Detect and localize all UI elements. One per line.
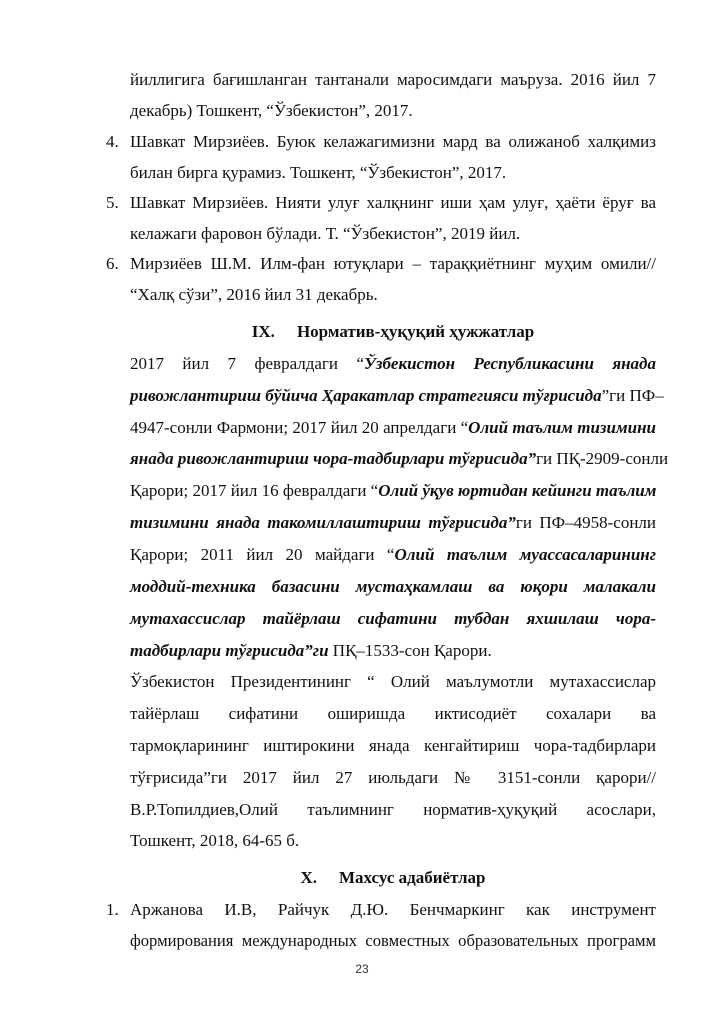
p1-line-7 xyxy=(130,543,656,567)
p1-line-1-italic: Ўзбекистон Республикасини янада xyxy=(363,354,656,373)
p2-line-4: тўғрисида”ги 2017 йил 27 июльдаги № 3151-сонли қарори// xyxy=(130,768,656,787)
p1-line-7-italic: Олий таълим муассасаларининг xyxy=(394,545,656,564)
p2-line-5: В.Р.Топилдиев,Олий таълимнинг норматив-ҳуқуқий асослари, xyxy=(130,800,656,819)
p1-line-3 xyxy=(130,416,656,440)
list-number-5: 5. xyxy=(106,193,119,212)
list-item-4-line-2: билан бирга қурамиз. Тошкент, “Ўзбекистон”, 2017. xyxy=(130,163,507,182)
list-item-3-line-1: йиллигига бағишланган тантанали маросимдаги маъруза. 2016 йил 7 xyxy=(130,70,656,89)
section-9-number: IX. xyxy=(251,322,275,341)
section-10-title: Махсус адабиётлар xyxy=(339,868,486,887)
p1-line-10-tail: ПҚ–1533-сон Қарори. xyxy=(328,641,492,660)
p1-line-6-tail: ги ПФ–4958-сонли xyxy=(515,513,656,532)
list-item-5-line-1: Шавкат Мирзиёев. Нияти улуғ халқнинг иши ҳам улуғ, ҳаёти ёруғ ва xyxy=(130,193,656,212)
p1-line-5-italic: Олий ўқув юртидан кейинги таълим xyxy=(378,481,657,500)
list-item-6-line-2: “Халқ сўзи”, 2016 йил 31 декабрь. xyxy=(130,285,378,304)
p2-line-2: тайёрлаш сифатини оширишда иктисодиёт сохалари ва xyxy=(130,704,656,723)
list-item-3-line-2: декабрь) Тошкент, “Ўзбекистон”, 2017. xyxy=(130,101,413,120)
p1-line-3-text: 4947-сонли Фармони; 2017 йил 20 апрелдаги “ xyxy=(130,418,469,437)
p1-line-9-italic: мутахассислар тайёрлаш сифатини тубдан яхшилаш чора- xyxy=(130,609,656,628)
p1-line-10 xyxy=(130,639,656,663)
list-item-6-line-1: Мирзиёев Ш.М. Илм-фан ютуқлари – тараққиётнинг муҳим омили// xyxy=(130,254,656,273)
p1-line-7-text: Қарори; 2011 йил 20 майдаги “ xyxy=(130,545,395,564)
p1-line-6 xyxy=(130,511,656,535)
list-number-10-1: 1. xyxy=(106,900,119,919)
list-item-5-line-2: келажаги фаровон бўлади. Т. “Ўзбекистон”, 2019 йил. xyxy=(130,224,521,243)
p1-line-1 xyxy=(130,352,656,376)
list-item-4-line-1: Шавкат Мирзиёев. Буюк келажагимизни мард ва олижаноб халқимиз xyxy=(130,132,656,151)
p1-line-10-italic: тадбирлари тўғрисида”ги xyxy=(130,641,329,660)
section-10-item-1-line-2: формирования международных совместных образовательных программ xyxy=(130,931,656,950)
p1-line-2 xyxy=(130,384,664,408)
p1-line-1-text: 2017 йил 7 февралдаги “ xyxy=(130,354,364,373)
p1-line-8 xyxy=(130,575,656,599)
p1-line-4-italic: янада ривожлантириш чора-тадбирлари тўғрисида” xyxy=(130,449,537,468)
section-10-item-1-line-1: Аржанова И.В, Райчук Д.Ю. Бенчмаркинг как инструмент xyxy=(130,900,656,919)
p1-line-4-tail: ги ПҚ-2909-сонли xyxy=(536,449,669,468)
p1-line-2-tail: ”ги ПФ– xyxy=(601,386,664,405)
p2-line-6: Тошкент, 2018, 64-65 б. xyxy=(130,831,300,850)
p1-line-2-italic: ривожлантириш бўйича Ҳаракатлар стратегияси тўғрисида xyxy=(130,386,602,405)
p1-line-4 xyxy=(130,447,669,471)
p1-line-9 xyxy=(130,607,656,631)
p1-line-6-italic: тизимини янада такомиллаштириш тўғрисида” xyxy=(130,513,516,532)
p1-line-3-italic: Олий таълим тизимини xyxy=(468,418,656,437)
section-10-heading xyxy=(130,866,656,890)
section-9-heading xyxy=(130,320,656,344)
p1-line-5 xyxy=(130,479,656,503)
list-number-4: 4. xyxy=(106,132,119,151)
section-9-title: Норматив-ҳуқуқий ҳужжатлар xyxy=(296,322,535,341)
p2-line-1: Ўзбекистон Президентининг “ Олий маълумотли мутахассислар xyxy=(130,672,656,691)
page-number: 23 xyxy=(355,962,369,976)
list-number-6: 6. xyxy=(106,254,119,273)
p1-line-5-text: Қарори; 2017 йил 16 февралдаги “ xyxy=(130,481,379,500)
p1-line-8-italic: моддий-техника базасини мустаҳкамлаш ва юқори малакали xyxy=(130,577,656,596)
p2-line-3: тармоқларининг иштирокини янада кенгайтириш чора-тадбирлари xyxy=(130,736,656,755)
section-10-number: X. xyxy=(300,868,317,887)
